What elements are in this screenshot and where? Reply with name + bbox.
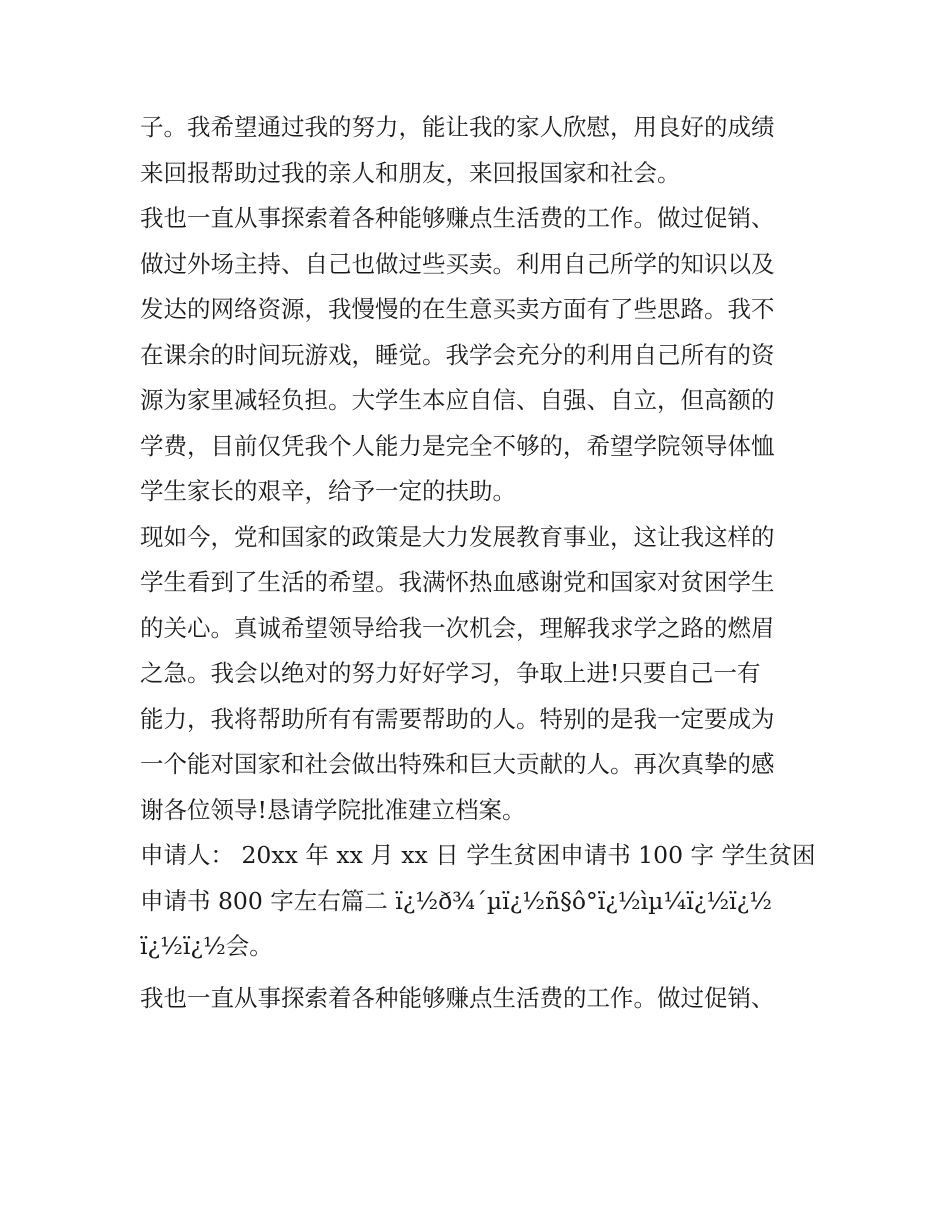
text-line: 现如今，党和国家的政策是大力发展教育事业，这让我这样的 — [140, 522, 775, 551]
document-body — [140, 105, 820, 1021]
text-line: 谢各位领导!恳请学院批准建立档案。 — [140, 795, 526, 824]
text-line: 子。我希望通过我的努力，能让我的家人欣慰，用良好的成绩 — [140, 113, 775, 141]
text-line: 我也一直从事探索着各种能够赚点生活费的工作。做过促销、 — [140, 983, 775, 1012]
text-line: 一个能对国家和社会做出特殊和巨大贡献的人。再次真挚的感 — [140, 750, 775, 778]
text-line: 的关心。真诚希望领导给我一次机会，理解我求学之路的燃眉 — [140, 613, 775, 642]
text-line: ï¿½ï¿½会。 — [140, 932, 273, 960]
text-line: 来回报帮助过我的亲人和朋友，来回报国家和社会。 — [140, 158, 681, 187]
text-line: 能力，我将帮助所有有需要帮助的人。特别的是我一定要成为 — [140, 704, 775, 733]
text-line: 申请书 800 字左右篇二 ï¿½ð¾´µï¿½ñ§ô°ï¿½ìµ¼ï¿½ï¿½ — [140, 886, 773, 915]
text-line: 学费，目前仅凭我个人能力是完全不够的，希望学院领导体恤 — [140, 431, 775, 460]
text-line: 发达的网络资源，我慢慢的在生意买卖方面有了些思路。我不 — [140, 295, 775, 323]
text-line: 源为家里减轻负担。大学生本应自信、自强、自立，但高额的 — [140, 386, 775, 414]
text-line: 学生看到了生活的希望。我满怀热血感谢党和国家对贫困学生 — [140, 568, 775, 596]
text-line: 我也一直从事探索着各种能够赚点生活费的工作。做过促销、 — [140, 204, 775, 232]
text-line: 学生家长的艰辛，给予一定的扶助。 — [140, 477, 516, 505]
text-line: 做过外场主持、自己也做过些买卖。利用自己所学的知识以及 — [140, 249, 775, 278]
text-line: 在课余的时间玩游戏，睡觉。我学会充分的利用自己所有的资 — [140, 340, 775, 369]
text-line: 之急。我会以绝对的努力好好学习，争取上进!只要自己一有 — [140, 659, 761, 687]
applicant-line: 申请人： 20xx 年 xx 月 xx 日 学生贫困申请书 100 字 学生贫困 — [140, 841, 816, 869]
